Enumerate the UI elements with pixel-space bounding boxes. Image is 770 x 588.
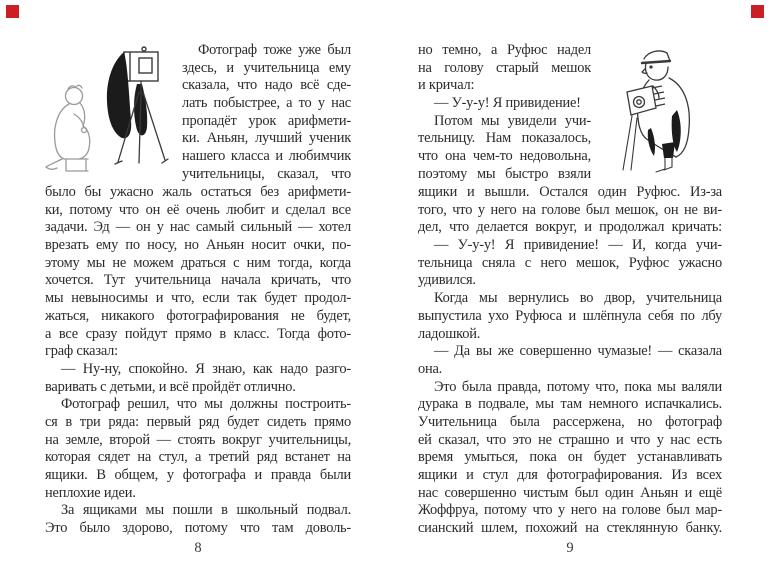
text-line: Это была правда, потому что, пока мы валяли xyxy=(434,378,722,395)
text-line: дел, что делается вокруг, и продолжал кричать: xyxy=(418,219,722,236)
text-line: выпустила ухо Руфюса и шлёпнула себя по лбу xyxy=(418,307,722,324)
right-page-body-text xyxy=(418,184,722,538)
text-line: ся в три ряда: первый ряд будет сидеть прямо xyxy=(45,413,351,430)
text-line: неплохие идеи. xyxy=(45,484,136,501)
text-line: ладошкой. xyxy=(418,325,481,342)
text-line: задачи. Эд — он у нас самый сильный — хотел xyxy=(45,219,351,236)
text-line: она. xyxy=(418,360,443,377)
photographer-illustration xyxy=(622,42,724,174)
text-line: но темно, а Руфюс надел xyxy=(418,42,591,58)
text-line: лать побыстрее, а то у нас xyxy=(182,95,351,112)
text-line: сианский шлем, похожий на стеклянную банку. xyxy=(418,520,722,537)
text-line: здесь, и учительница ему xyxy=(182,59,351,76)
text-line: было бы ужасно жаль остаться без арифмети- xyxy=(45,184,351,200)
corner-marker-left xyxy=(6,5,19,18)
text-line: а все сразу пойдут прямо в класс. Тогда фото- xyxy=(45,325,351,342)
text-line: — У-у-у! Я привидение! xyxy=(434,95,581,112)
text-line: За ящиками мы пошли в школьный подвал. xyxy=(61,502,351,519)
left-page-wrapped-text xyxy=(182,42,351,184)
text-line: мы невыносимы и что, если так будет продол- xyxy=(45,290,351,307)
text-line: Учительница была рассержена, но фотограф xyxy=(418,413,722,430)
corner-marker-right xyxy=(751,5,764,18)
text-line: жаться, никакого фотографирования не будет, xyxy=(45,307,351,324)
text-line: и кричал: xyxy=(418,77,475,94)
text-line: — Ну-ну, спокойно. Я знаю, как надо разго- xyxy=(61,360,351,377)
text-line: Фотограф тоже уже был xyxy=(198,42,351,58)
text-line: пропадёт урок арифмети- xyxy=(182,112,351,129)
text-line: тельницу. Нам показалось, xyxy=(418,130,591,147)
text-line: — У-у-у! Я привидение! — И, когда учи- xyxy=(434,237,722,254)
boy-and-tripod-camera-illustration xyxy=(44,42,190,180)
right-page-wrapped-text xyxy=(418,42,591,184)
text-line: варивать с детьми, и всё пройдёт отлично. xyxy=(45,378,296,395)
text-line: на голову старый мешок xyxy=(418,59,591,76)
text-line: учительницы, сказал, что xyxy=(182,165,351,182)
text-line: Это было здорово, потому что там доволь- xyxy=(45,520,351,537)
text-line: ей сказал, что это не страшно и что у нас есть xyxy=(418,431,722,448)
text-line: Жоффруа, потому что у него на голове был мар- xyxy=(418,502,722,519)
text-line: хочется. Тут учительница начала кричать, что xyxy=(45,272,351,289)
text-line: на земле, второй — стоять вокруг учительницы, xyxy=(45,431,351,448)
right-page-number: 9 xyxy=(566,540,574,556)
text-line: Фотограф решил, что мы должны построить- xyxy=(61,396,351,413)
text-line: Потом мы увидели учи- xyxy=(434,112,591,129)
text-line: что она чем-то недовольна, xyxy=(418,148,591,165)
text-line: того, что у него на голове был мешок, он не ви- xyxy=(418,201,722,218)
text-line: ящики и вышли. Остался один Руфюс. Из-за xyxy=(418,184,722,200)
text-line: ящики и стул для фотографирования. Из всех xyxy=(418,467,722,483)
text-line: ящики. В общем, у фотографа и правда были xyxy=(45,467,351,483)
text-line: время умыться, пока он будет устанавливать xyxy=(418,449,722,466)
text-line: удивился. xyxy=(418,272,476,289)
text-line: ки, потому что он её очень любит и сделал все xyxy=(45,201,351,218)
text-line: сказала, что надо всё сде- xyxy=(182,77,351,94)
text-line: которая сядет на стул, а третий ряд встанет на xyxy=(45,449,351,466)
left-page-number: 8 xyxy=(194,540,202,556)
text-line: ки. Аньян, лучший ученик xyxy=(182,130,351,147)
text-line: этому мы не можем драться с ним тогда, когда xyxy=(45,254,351,271)
text-line: нашего класса и любимчик xyxy=(182,148,351,165)
text-line: граф сказал: xyxy=(45,343,118,360)
text-line: врезать ему по носу, но Аньян носит очки, по- xyxy=(45,237,351,254)
left-page-body-text xyxy=(45,184,351,538)
text-line: дурака в подвале, мы там немного испачкались. xyxy=(418,396,722,413)
text-line: поэтому мы быстро взяли xyxy=(418,165,591,182)
text-line: Когда мы вернулись во двор, учительница xyxy=(434,290,722,307)
text-line: нас совершенно чистым был один Аньян и ещё xyxy=(418,484,722,501)
text-line: — Да вы же совершенно чумазые! — сказала xyxy=(434,343,722,360)
text-line: тельница сняла с него мешок, Руфюс ужасно xyxy=(418,254,722,271)
